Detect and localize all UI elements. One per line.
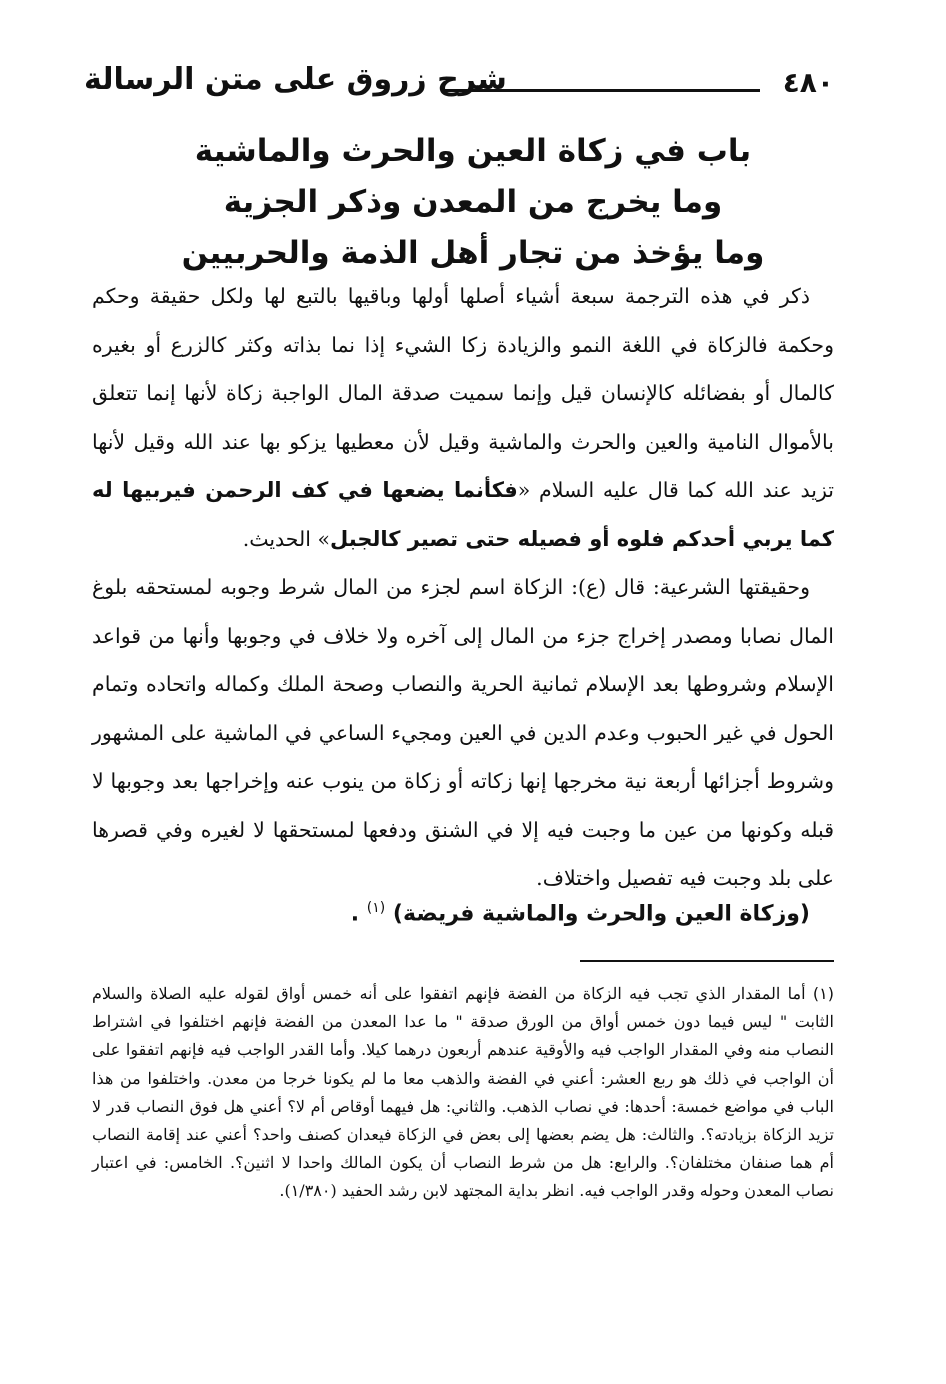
page-number: ٤٨٠ bbox=[782, 66, 834, 99]
footnote-reference[interactable]: (١) bbox=[366, 900, 386, 916]
paragraph-2: وحقيقتها الشرعية: قال (ع): الزكاة اسم لجزء من المال شرط وجوبه لمستحقه بلوغ المال نصابا ومصدر إخراج جزء من المال إلى آخره ولا خلاف في وجوبها وأنها من قواعد الإسلام وشروطها بعد الإسلام ثمانية الحرية والنصاب وصحة الملك وكماله واتحاده وتمام الحول في غير الحبوب وعدم الدين في العين ومجيء الساعي في الماشية على المشهور وشروط أجزائها أربعة نية مخرجها إنها زكاته أو زكاة من ينوب عنه وإخراجها بعد وجوبها لا قبله وكونها من عين ما وجبت فيه إلا في الشنق ودفعها لمستحقها لا لغيره وفي قصرها على بلد وجبت فيه تفصيل واختلاف. bbox=[92, 575, 834, 890]
footnote bbox=[92, 980, 834, 1206]
subheading-period: . bbox=[350, 901, 360, 927]
section-subheading bbox=[92, 900, 810, 926]
body-text bbox=[92, 272, 834, 903]
chapter-title-line-2: وما يخرج من المعدن وذكر الجزية bbox=[223, 184, 723, 220]
hadith-quote: فكأنما يضعها في كف الرحمن فيربيها له كما يربي أحدكم فلوه أو فصيله حتى تصير كالجبل bbox=[92, 478, 834, 551]
running-header bbox=[84, 58, 834, 114]
footnote-divider bbox=[580, 960, 834, 962]
paragraph-1 bbox=[92, 272, 834, 563]
paragraph-1-end: » الحديث. bbox=[242, 526, 331, 551]
subheading-text: (وزكاة العين والحرث والماشية فريضة) bbox=[392, 901, 810, 927]
footnote-marker: (١) bbox=[812, 984, 835, 1003]
paragraph-1-text: ذكر في هذه الترجمة سبعة أشياء أصلها أولها وباقيها بالتبع لها ولكل حقيقة وحكم وحكمة فالزكاة في اللغة النمو والزيادة زكا الشيء إذا نما بذاته وكثر كالزرع أو بغيره كالمال أو بفضائله كالإنسان قيل وإنما سميت صدقة المال الواجبة زكاة لأنها إنما تتعلق بالأموال النامية والعين والحرث والماشية وقيل لأن معطيها يزكو بها عند الله وقيل لأنها تزيد عند الله كما قال عليه السلام « bbox=[92, 284, 834, 502]
footnote-text: أما المقدار الذي تجب فيه الزكاة من الفضة فإنهم اتفقوا على أنه خمس أواق لقوله عليه الصلاة والسلام الثابت " ليس فيما دون خمس أواق من الورق صدقة " ما عدا المعدن من الفضة فإنهم اختلفوا في اشتراط النصاب منه وفي المقدار الواجب فيه والأوقية عندهم أربعون درهما كيلا. وأما القدر الواجب فيه فإنهم اتفقوا على أن الواجب في ذلك هو ربع العشر: أعني في الفضة والذهب معا ما لم يكونا خرجا من معدن. واختلفوا من هذا الباب في مواضع خمسة: أحدها: في نصاب الذهب. والثاني: هل فيهما أوقاص أم لا؟ أعني هل فوق النصاب قدر لا تزيد الزكاة بزيادته؟. والثالث: هل يضم بعضها إلى بعض في الزكاة فيعدان كصنف واحد؟ أعني عند إقامة النصاب أم هما صنفان مختلفان؟. والرابع: هل من شرط النصاب أن يكون المالك واحدا لا اثنين؟. الخامس: في اعتبار نصاب المعدن وحوله وقدر الواجب فيه. انظر بداية المجتهد لابن رشد الحفيد (١/٣٨٠). bbox=[92, 984, 835, 1201]
chapter-title-line-3: وما يؤخذ من تجار أهل الذمة والحربيين bbox=[181, 235, 765, 271]
chapter-title-line-1: باب في زكاة العين والحرث والماشية bbox=[194, 133, 752, 169]
running-title: شرح زروق على متن الرسالة bbox=[84, 62, 507, 97]
chapter-title bbox=[100, 126, 846, 279]
